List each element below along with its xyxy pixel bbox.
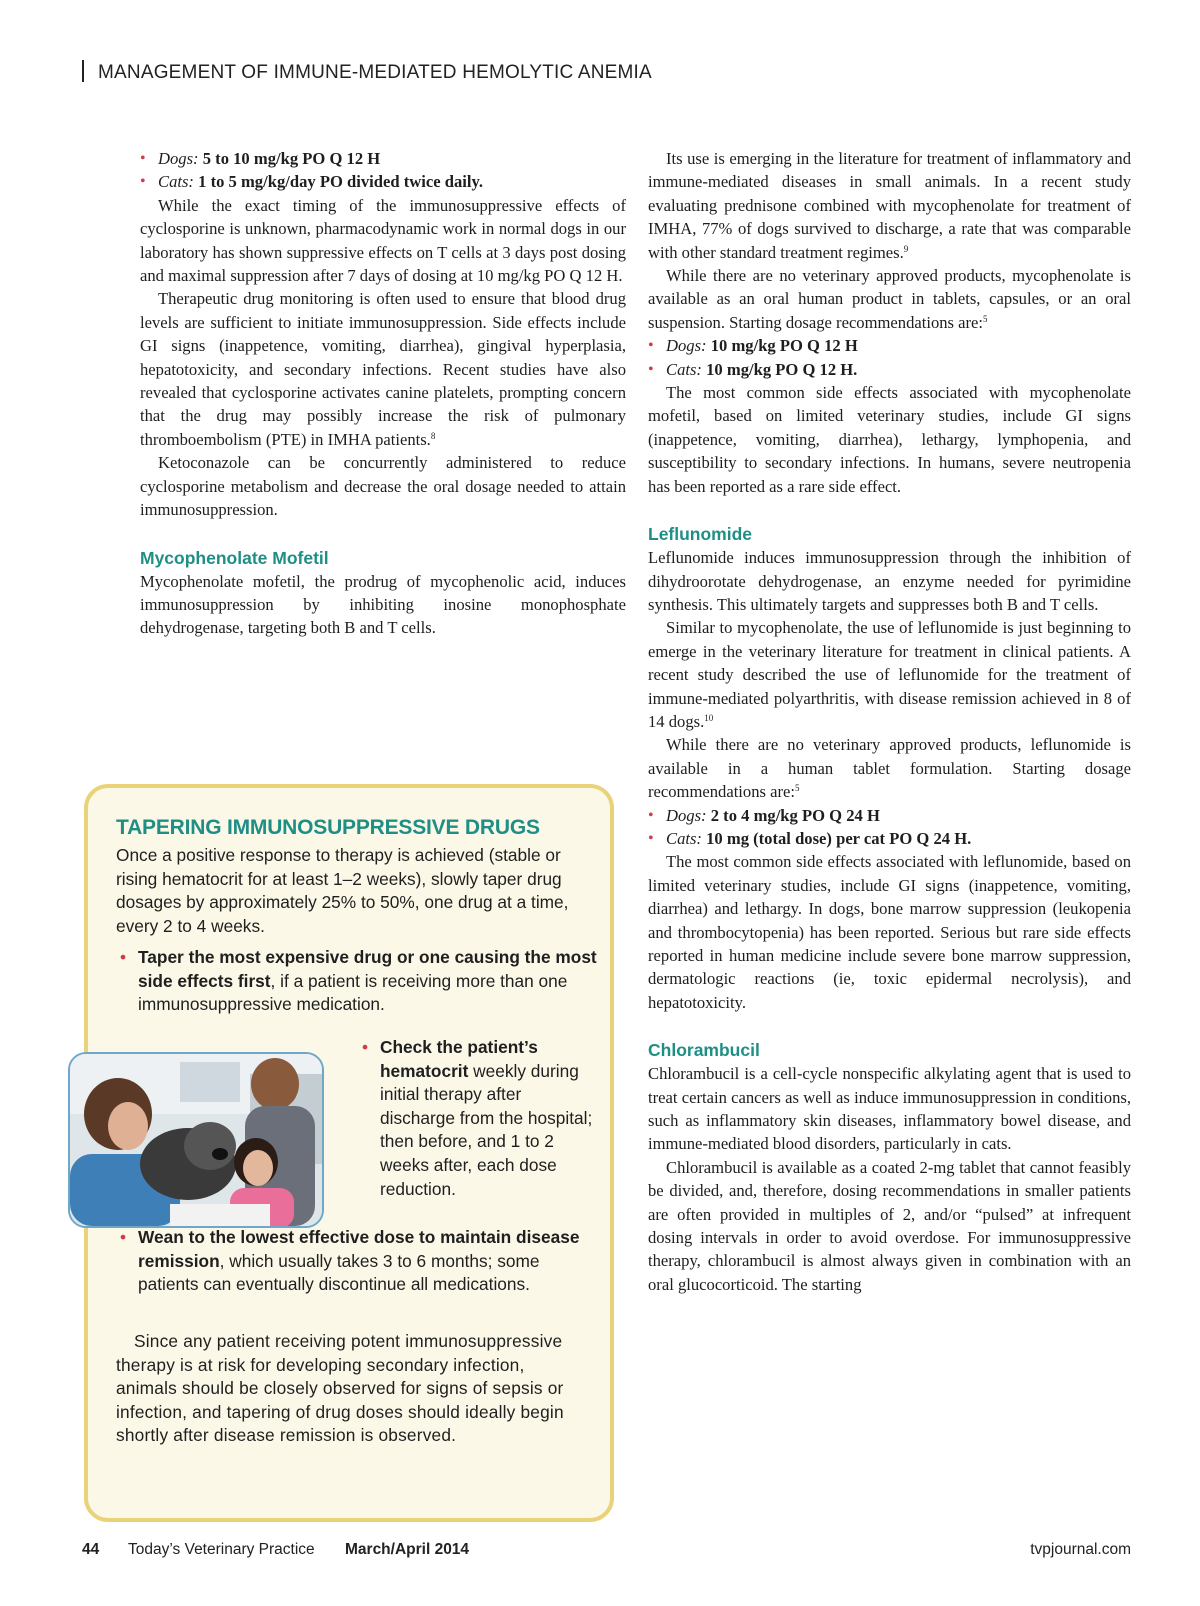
page-number: 44 bbox=[82, 1541, 100, 1558]
running-head bbox=[82, 60, 982, 84]
paragraph-chlorambucil-intro: Chlorambucil is a cell-cycle nonspecific alkylating agent that is used to treat certain cancers as well as induce immunosuppression in conditions, such as inflammatory skin diseases, inflammatory bowel disease, and immune-mediated blood disorders, particularly in cats. bbox=[648, 1064, 1131, 1154]
paragraph-mycophenolate-intro: Mycophenolate mofetil, the prodrug of mycophenolic acid, induces immunosuppression by inhibiting inosine monophosphate dehydrogenase, targeting both B and T cells. bbox=[140, 571, 626, 638]
box-bullet-check-hematocrit: • Check the patient’s hematocrit weekly during initial therapy after discharge from the hospital; then before, and 1 to 2 weeks after, each dose reduction. bbox=[362, 1036, 598, 1201]
heading-leflunomide: Leflunomide bbox=[648, 524, 753, 545]
dose-item-dogs: • Dogs: 5 to 10 mg/kg PO Q 12 H bbox=[140, 147, 626, 170]
heading-chlorambucil: Chlorambucil bbox=[648, 1040, 760, 1061]
paragraph-leflunomide-side-effects: The most common side effects associated with leflunomide, based on limited veterinary studies, include GI signs (inappetence, vomiting, diarrhea) and lethargy. In dogs, bone marrow suppression (leukopenia and thrombocytopenia) has been reported. Serious but rare side effects reported in human medicine include severe bone marrow suppression, dermatologic reactions (ie, toxic epidermal necrolysis), and hepatotoxicity. bbox=[648, 852, 1131, 1012]
paragraph-mycophenolate-use: Its use is emerging in the literature for treatment of inflammatory and immune-mediated diseases in small animals. In a recent study evaluating prednisone combined with mycophenolate for treatment of IMHA, 77% of dogs survived to discharge, a rate that was comparable with other standard treatment regimes.$^9$ bbox=[648, 149, 1131, 262]
dose-item-cats: • Cats: 10 mg (total dose) per cat PO Q 24 H. bbox=[648, 827, 1131, 850]
cyclosporine-dose-list bbox=[140, 147, 626, 194]
dose-item-dogs: • Dogs: 2 to 4 mg/kg PO Q 24 H bbox=[648, 804, 1131, 827]
running-head-rule bbox=[82, 60, 84, 82]
paragraph-chlorambucil-dosing: Chlorambucil is available as a coated 2-mg tablet that cannot feasibly be divided, and, therefore, dosing recommendations in smaller patients are often provided in multiples of 2, and/or “pulsed” at infrequent dosing intervals in order to avoid overdose. For immunosuppressive therapy, chlorambucil is almost always given in combination with an oral glucocorticoid. The starting bbox=[648, 1157, 1131, 1294]
dose-item-cats: • Cats: 10 mg/kg PO Q 12 H. bbox=[648, 358, 1131, 381]
box-bullet-wean-lowest-dose: • Wean to the lowest effective dose to maintain disease remission, which usually takes 3 to 6 months; some patients can eventually discontinue all medications. bbox=[120, 1226, 600, 1297]
mycophenolate-dose-list bbox=[648, 334, 1131, 381]
heading-mycophenolate: Mycophenolate Mofetil bbox=[140, 547, 329, 568]
box-closing-paragraph: Since any patient receiving potent immunosuppressive therapy is at risk for developing secondary infection, animals should be closely observed for signs of sepsis or infection, and tapering of drug doses should ideally begin shortly after disease remission is observed. bbox=[116, 1331, 564, 1446]
running-head-title: MANAGEMENT OF IMMUNE-MEDIATED HEMOLYTIC ANEMIA bbox=[98, 62, 652, 83]
paragraph-mycophenolate-side-effects: The most common side effects associated with mycophenolate mofetil, based on limited veterinary studies, include GI signs (inappetence, vomiting, diarrhea), lethargy, lymphopenia, and susceptibility to secondary infections. In humans, severe neutropenia has been reported as a rare side effect. bbox=[648, 383, 1131, 496]
left-column bbox=[140, 147, 626, 640]
box-title: TAPERING IMMUNOSUPPRESSIVE DRUGS bbox=[116, 816, 540, 839]
paragraph-leflunomide-availability: While there are no veterinary approved products, leflunomide is available in a human tablet formulation. Starting dosage recommendations are:$^5$ bbox=[648, 735, 1131, 802]
dose-item-dogs: • Dogs: 10 mg/kg PO Q 12 H bbox=[648, 334, 1131, 357]
issue-date: March/April 2014 bbox=[345, 1541, 470, 1558]
box-bullet-taper-expensive: • Taper the most expensive drug or one causing the most side effects first, if a patient is receiving more than one immunosuppressive medication. bbox=[120, 946, 600, 1017]
paragraph-cyclosporine-timing: While the exact timing of the immunosuppressive effects of cyclosporine is unknown, pharmacodynamic work in normal dogs in our laboratory has shown suppressive effects on T cells at 3 days post dosing and maximal suppression after 7 days of dosing at 10 mg/kg PO Q 12 H. bbox=[140, 195, 626, 286]
paragraph-leflunomide-literature: Similar to mycophenolate, the use of leflunomide is just beginning to emerge in the veterinary literature for treatment in clinical patients. A recent study described the use of leflunomide for the treatment of immune-mediated polyarthritis, with disease remission achieved in 8 of 14 dogs.$^{10}$ bbox=[648, 618, 1131, 731]
paragraph-drug-monitoring: Therapeutic drug monitoring is often used to ensure that blood drug levels are sufficient to initiate immunosuppression. Side effects include GI signs (inappetence, vomiting, diarrhea), gingival hyperplasia, hepatotoxicity, and secondary infections. Recent studies have also revealed that cyclosporine activates canine platelets, prompting concern that the drug may possibly increase the risk of pulmonary thromboembolism (PTE) in IMHA patients.$^8$ bbox=[140, 289, 626, 449]
box-intro: Once a positive response to therapy is achieved (stable or rising hematocrit for at least 1–2 weeks), slowly taper drug dosages by approximately 25% to 50%, one drug at a time, every 2 to 4 weeks. bbox=[116, 845, 569, 936]
journal-name: Today’s Veterinary Practice bbox=[128, 1541, 315, 1558]
dose-item-cats: • Cats: 1 to 5 mg/kg/day PO divided twice daily. bbox=[140, 170, 626, 193]
paragraph-mycophenolate-availability: While there are no veterinary approved products, mycophenolate is available as an oral human product in tablets, capsules, or an oral suspension. Starting dosage recommendations are:$^5$ bbox=[648, 266, 1131, 332]
veterinarian-dog-photo bbox=[68, 1052, 324, 1228]
right-column bbox=[648, 147, 1131, 1296]
paragraph-leflunomide-intro: Leflunomide induces immunosuppression through the inhibition of dihydroorotate dehydrogenase, an enzyme needed for pyrimidine synthesis. This ultimately targets and suppresses both B and T cells. bbox=[648, 548, 1131, 614]
leflunomide-dose-list bbox=[648, 804, 1131, 851]
site-url[interactable]: tvpjournal.com bbox=[1030, 1541, 1131, 1558]
tapering-sidebar-box bbox=[84, 784, 614, 1522]
paragraph-ketoconazole: Ketoconazole can be concurrently administered to reduce cyclosporine metabolism and decrease the oral dosage needed to attain immunosuppression. bbox=[140, 453, 626, 520]
